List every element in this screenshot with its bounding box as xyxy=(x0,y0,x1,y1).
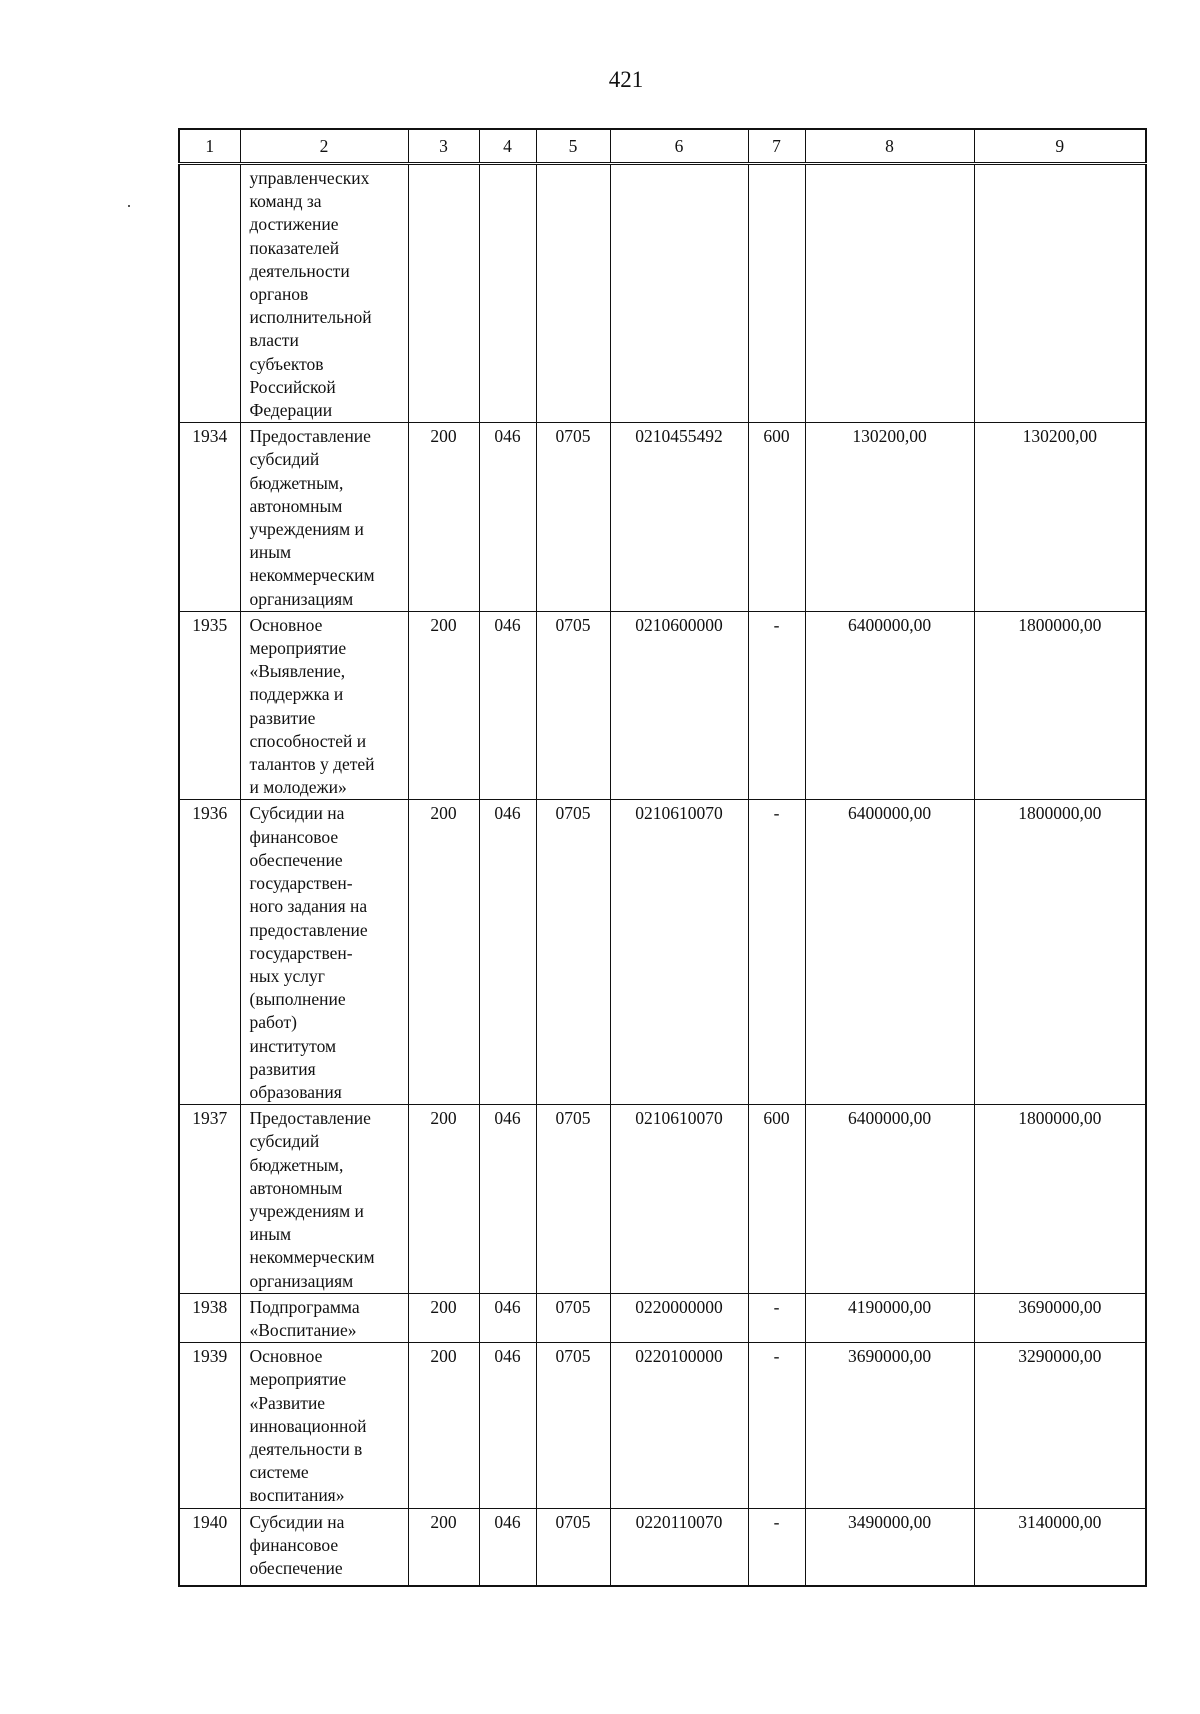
cell-col5: 0705 xyxy=(536,1508,610,1586)
cell-col6: 0210455492 xyxy=(610,423,748,612)
cell-col8: 3490000,00 xyxy=(805,1508,974,1586)
table-body xyxy=(179,164,1146,1587)
cell-col5: 0705 xyxy=(536,800,610,1105)
table-row xyxy=(179,1293,1146,1342)
item-name: Предоставление субсидий бюджетным, автономным учреждениям и иным некоммерческим организациям xyxy=(240,423,408,612)
cell-col4: 046 xyxy=(479,800,536,1105)
item-name: Субсидии на финансовое обеспечение xyxy=(240,1508,408,1586)
table-row xyxy=(179,423,1146,612)
cell-col5: 0705 xyxy=(536,1105,610,1294)
cell-col8: 3690000,00 xyxy=(805,1343,974,1508)
cell-col7: - xyxy=(748,1343,805,1508)
cell-col7: - xyxy=(748,1508,805,1586)
cell-col3: 200 xyxy=(408,423,479,612)
row-number: 1934 xyxy=(179,423,240,612)
cell-col8: 6400000,00 xyxy=(805,1105,974,1294)
cell-col6: 0220100000 xyxy=(610,1343,748,1508)
row-number: 1936 xyxy=(179,800,240,1105)
cell-col4: 046 xyxy=(479,611,536,800)
row-number: 1939 xyxy=(179,1343,240,1508)
column-header-7: 7 xyxy=(748,129,805,164)
cell-col6 xyxy=(610,164,748,423)
cell-col8: 6400000,00 xyxy=(805,800,974,1105)
table-row xyxy=(179,611,1146,800)
item-name: Основное мероприятие «Выявление, поддержка и развитие способностей и талантов у детей и молодежи» xyxy=(240,611,408,800)
table-row xyxy=(179,1508,1146,1586)
cell-col5 xyxy=(536,164,610,423)
cell-col4: 046 xyxy=(479,1343,536,1508)
cell-col3 xyxy=(408,164,479,423)
column-header-5: 5 xyxy=(536,129,610,164)
column-header-3: 3 xyxy=(408,129,479,164)
cell-col3: 200 xyxy=(408,1293,479,1342)
cell-col5: 0705 xyxy=(536,1343,610,1508)
column-header-2: 2 xyxy=(240,129,408,164)
row-number: 1937 xyxy=(179,1105,240,1294)
cell-col5: 0705 xyxy=(536,611,610,800)
cell-col4: 046 xyxy=(479,423,536,612)
cell-col9: 3290000,00 xyxy=(974,1343,1146,1508)
item-name: Основное мероприятие «Развитие инновационной деятельности в системе воспитания» xyxy=(240,1343,408,1508)
cell-col4 xyxy=(479,164,536,423)
cell-col9: 1800000,00 xyxy=(974,611,1146,800)
budget-table xyxy=(178,128,1147,1587)
table-row xyxy=(179,1343,1146,1508)
table-row xyxy=(179,164,1146,423)
cell-col9 xyxy=(974,164,1146,423)
column-header-9: 9 xyxy=(974,129,1146,164)
cell-col9: 3690000,00 xyxy=(974,1293,1146,1342)
scan-speck xyxy=(128,205,130,207)
cell-col3: 200 xyxy=(408,1508,479,1586)
table-row xyxy=(179,800,1146,1105)
cell-col7: 600 xyxy=(748,1105,805,1294)
cell-col5: 0705 xyxy=(536,423,610,612)
cell-col7: 600 xyxy=(748,423,805,612)
cell-col3: 200 xyxy=(408,611,479,800)
cell-col8: 130200,00 xyxy=(805,423,974,612)
column-header-1: 1 xyxy=(179,129,240,164)
cell-col8 xyxy=(805,164,974,423)
cell-col4: 046 xyxy=(479,1105,536,1294)
cell-col3: 200 xyxy=(408,1105,479,1294)
item-name: Предоставление субсидий бюджетным, автономным учреждениям и иным некоммерческим организациям xyxy=(240,1105,408,1294)
page-number: 421 xyxy=(608,67,644,92)
table-row xyxy=(179,1105,1146,1294)
cell-col9: 1800000,00 xyxy=(974,1105,1146,1294)
header-row xyxy=(179,129,1146,164)
cell-col9: 3140000,00 xyxy=(974,1508,1146,1586)
cell-col3: 200 xyxy=(408,800,479,1105)
cell-col6: 0210610070 xyxy=(610,1105,748,1294)
item-name: Субсидии на финансовое обеспечение государствен- ного задания на предоставление государствен- ных услуг (выполнение работ) институтом развития образования xyxy=(240,800,408,1105)
row-number: 1938 xyxy=(179,1293,240,1342)
cell-col6: 0220110070 xyxy=(610,1508,748,1586)
cell-col7 xyxy=(748,164,805,423)
table-header xyxy=(179,129,1146,164)
cell-col7: - xyxy=(748,800,805,1105)
cell-col5: 0705 xyxy=(536,1293,610,1342)
cell-col8: 6400000,00 xyxy=(805,611,974,800)
cell-col7: - xyxy=(748,1293,805,1342)
cell-col4: 046 xyxy=(479,1508,536,1586)
cell-col8: 4190000,00 xyxy=(805,1293,974,1342)
column-header-6: 6 xyxy=(610,129,748,164)
cell-col4: 046 xyxy=(479,1293,536,1342)
cell-col9: 1800000,00 xyxy=(974,800,1146,1105)
row-number: 1940 xyxy=(179,1508,240,1586)
item-name: управленческих команд за достижение показателей деятельности органов исполнительной власти субъектов Российской Федерации xyxy=(240,164,408,423)
cell-col6: 0210600000 xyxy=(610,611,748,800)
cell-col7: - xyxy=(748,611,805,800)
row-number xyxy=(179,164,240,423)
column-header-4: 4 xyxy=(479,129,536,164)
row-number: 1935 xyxy=(179,611,240,800)
item-name: Подпрограмма «Воспитание» xyxy=(240,1293,408,1342)
column-header-8: 8 xyxy=(805,129,974,164)
cell-col6: 0220000000 xyxy=(610,1293,748,1342)
cell-col3: 200 xyxy=(408,1343,479,1508)
cell-col6: 0210610070 xyxy=(610,800,748,1105)
cell-col9: 130200,00 xyxy=(974,423,1146,612)
